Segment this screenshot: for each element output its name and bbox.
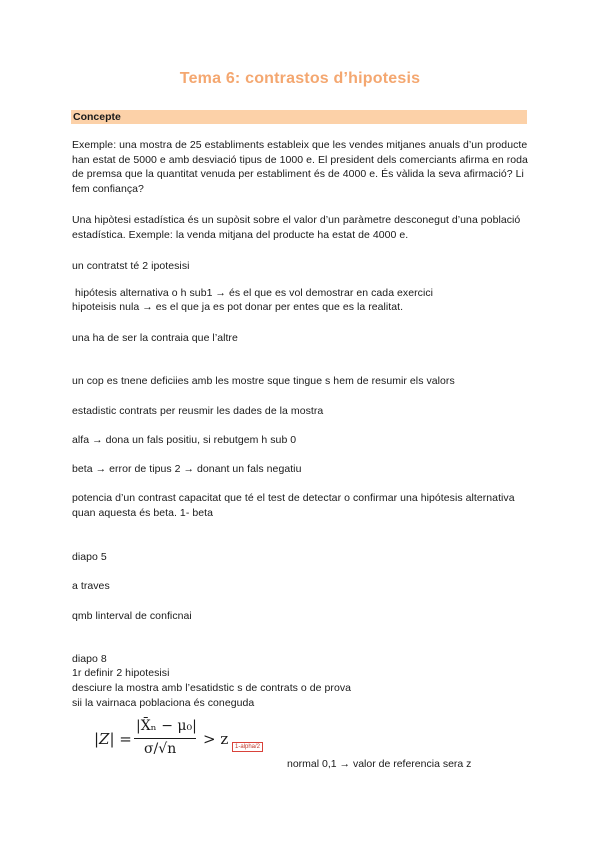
- paragraph-line: alfa → dona un fals positiu, si rebutgem h sub 0: [72, 434, 297, 446]
- formula-lhs: |Z| =: [94, 730, 132, 748]
- formula-note: normal 0,1 → valor de referencia sera z: [287, 758, 472, 770]
- paragraph-line: hipoteisis nula → es el que ja es pot donar per entes que es la realitat.: [72, 301, 404, 313]
- paragraph-line: estadistic contrats per reusmir les dades de la mostra: [72, 405, 324, 417]
- paragraph-line: sii la vairnaca poblaciona és coneguda: [72, 697, 255, 709]
- formula-relation: > z: [203, 730, 229, 748]
- paragraph-line: diapo 8: [72, 653, 107, 665]
- paragraph-line: un cop es tnene deficiies amb les mostre sque tingue s hem de resumir els valors: [72, 375, 455, 387]
- paragraph-line: 1r definir 2 hipotesisi: [72, 667, 170, 679]
- paragraph-line: a traves: [72, 580, 110, 592]
- paragraph-line: diapo 5: [72, 551, 107, 563]
- formula-numerator: |X̄ₙ − μ₀|: [136, 718, 197, 734]
- section-heading: Concepte: [73, 111, 121, 123]
- paragraph-line: una ha de ser la contraia que l’altre: [72, 332, 238, 344]
- paragraph-line: desciure la mostra amb l’esatidstic s de contrats o de prova: [72, 682, 352, 694]
- paragraph-line: un contratst té 2 ipotesisi: [72, 260, 190, 272]
- paragraph-line: beta → error de tipus 2 → donant un fals negatiu: [72, 463, 302, 475]
- fraction-bar: [134, 738, 196, 739]
- formula-denominator: σ/√n: [144, 741, 177, 757]
- paragraph-line: qmb linterval de conficnai: [72, 610, 192, 622]
- paragraph-power: potencia d’un contrast capacitat que té el test de detectar o confirmar una hipótesis alternativa quan aquesta és beta. 1- beta: [72, 492, 515, 519]
- section-header-bar: [71, 110, 527, 124]
- formula-subscript-annotation: 1-alpha/2: [232, 742, 263, 752]
- document-title: Tema 6: contrastos d’hipotesis: [179, 70, 421, 87]
- paragraph-definition: Una hipòtesi estadística és un supòsit sobre el valor d’un paràmetre desconegut d’una població estadística. Exemple: la venda mitjana del producte ha estat de 4000 e.: [72, 214, 521, 241]
- paragraph-example: Exemple: una mostra de 25 establiments estableix que les vendes mitjanes anuals d’un producte han estat de 5000 e amb desviació tipus de 1000 e. El president dels comerciants afirma en roda de premsa que la quantitat venuda per establiment és de 4000 e. És vàlida la seva afirmació? Li fem confiança?: [72, 139, 528, 195]
- z-statistic-formula: [90, 718, 290, 766]
- paragraph-line: hipótesis alternativa o h sub1 → és el que es vol demostrar en cada exercici: [72, 287, 434, 299]
